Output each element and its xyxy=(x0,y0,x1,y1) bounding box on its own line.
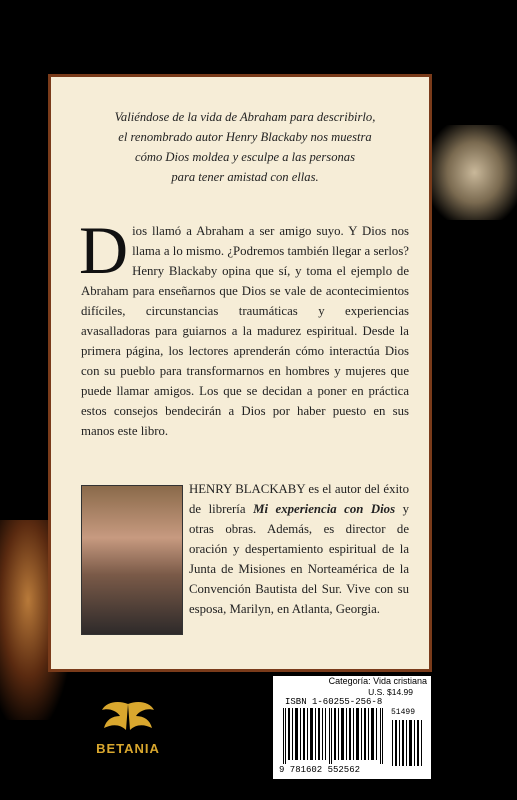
barcode-bars xyxy=(281,708,386,764)
category-label: Categoría: Vida cristiana xyxy=(328,676,427,686)
intro-line: Valiéndose de la vida de Abraham para describirlo, xyxy=(114,110,376,124)
author-bio xyxy=(189,479,409,619)
description-text: ios llamó a Abraham a ser amigo suyo. Y Dios nos llama a lo mismo. ¿Podremos también llegar a serlos? Henry Blackaby opina que sí, y toma el ejemplo de Abraham para enseñarnos que Dios se vale de acontecimientos difíciles, circunstancias traumáticas y experiencias avasalladoras para guiarnos a la madurez espiritual. Desde la primera página, los lectores aprenderán cómo interactúa Dios con su pueblo para transformarnos en hombres y mujeres que puede llamar amigos. Los que se decidan a poner en práctica estos consejos bendecirán a Dios por haber puesto en sus manos este libro. xyxy=(81,224,409,438)
bio-text-end: y otras obras. Además, es director de oración y despertamiento espiritual de la Junta de Misiones en Norteamérica de la Convención Bautista del Sur. Vive con su esposa, Marilyn, en Atlanta, Georgia. xyxy=(189,502,410,616)
drop-cap: D xyxy=(79,212,129,288)
addon-bars xyxy=(391,720,425,766)
isbn-label: ISBN 1-60255-256-8 xyxy=(285,697,383,707)
intro-line: cómo Dios moldea y esculpe a las personas xyxy=(134,150,355,164)
description-paragraph xyxy=(79,212,409,441)
intro-line: el renombrado autor Henry Blackaby nos muestra xyxy=(118,130,372,144)
publisher-name: BETANIA xyxy=(96,741,160,756)
publisher-logo xyxy=(92,700,164,756)
intro-line: para tener amistad con ellas. xyxy=(171,170,319,184)
back-cover-text-panel xyxy=(48,74,432,672)
ean-number: 9 781602 552562 xyxy=(279,765,361,775)
intro-paragraph xyxy=(81,107,409,187)
price-label: U.S. $14.99 xyxy=(368,687,413,697)
bio-text-start: HENRY BLACKABY es el autor del éxito de librería xyxy=(189,482,409,516)
barcode-label xyxy=(272,675,432,780)
addon-number: 51499 xyxy=(391,708,416,717)
publisher-emblem-icon xyxy=(92,700,164,741)
barcode-addon xyxy=(391,708,427,768)
background-sheep-art xyxy=(432,125,517,220)
book-title: Mi experiencia con Dios xyxy=(253,502,396,516)
author-photo xyxy=(81,485,183,635)
